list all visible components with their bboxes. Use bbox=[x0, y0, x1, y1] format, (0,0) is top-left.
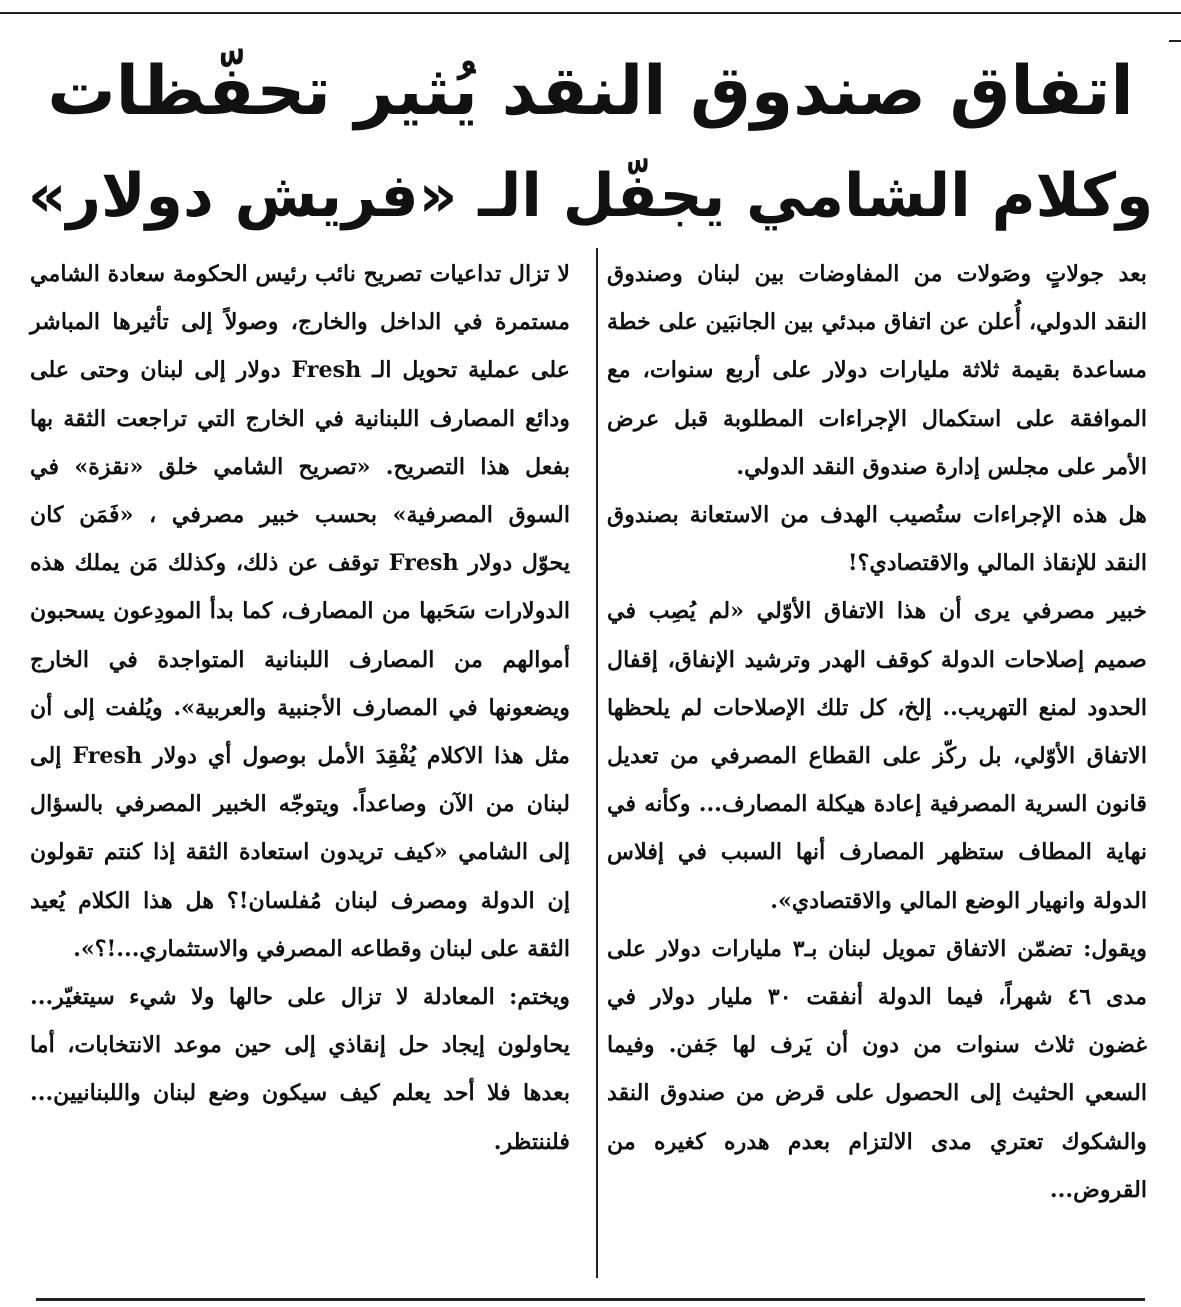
headline bbox=[20, 40, 1161, 248]
headline-line-1: اتفاق صندوق النقد يُثير تحفّظات bbox=[47, 52, 1134, 131]
article-paragraph: لا تزال تداعيات تصريح نائب رئيس الحكومة سعادة الشامي مستمرة في الداخل والخارج، وصولاً إلى تأثيرها المباشر على عملية تحويل الـ Fresh دولار إلى لبنان وحتى على ودائع المصارف اللبنانية في الخارج التي تراجعت الثقة بها بفعل هذا التصريح. «تصريح الشامي خلق «نقزة» في السوق المصرفية» بحسب خبير مصرفي ، «فَمَن كان يحوّل دولار Fresh توقف عن ذلك، وكذلك مَن يملك هذه الدولارات سَحَبها من المصارف، كما بدأ المودِعون يسحبون أموالهم من المصارف اللبنانية المتواجدة في الخارج ويضعونها في المصارف الأجنبية والعربية». ويُلفت إلى أن مثل هذا الاكلام يُفْقِدَ الأمل بوصول أي دولار Fresh إلى لبنان من الآن وصاعداً. ويتوجّه الخبير المصرفي بالسؤال إلى الشامي «كيف تريدون استعادة الثقة إذا كنتم تقولون إن الدولة ومصرف لبنان مُفلسان!؟ هل هذا الكلام يُعيد الثقة على لبنان وقطاعه المصرفي والاستثماري...!؟». bbox=[30, 261, 570, 962]
article-paragraph: هل هذه الإجراءات ستُصيب الهدف من الاستعانة بصندوق النقد للإنقاذ المالي والاقتصادي؟! bbox=[607, 502, 1147, 577]
article-paragraph: ويقول: تضمّن الاتفاق تمويل لبنان بـ٣ مليارات دولار على مدى ٤٦ شهراً، فيما الدولة أنفقت ٣٠ مليار دولار في غضون ثلاث سنوات من دون أن يَرف لها جَفن. وفيما السعي الحثيث إلى الحصول على قرض من صندوق النقد والشكوك تعتري مدى الالتزام بعدم هدره كغيره من القروض... bbox=[607, 935, 1148, 1203]
article-column-right bbox=[607, 250, 1147, 1214]
article-paragraph: ويختم: المعادلة لا تزال على حالها ولا شيء سيتغيّر... يحاولون إيجاد حل إنقاذي إلى حين موعد الانتخابات، أما بعدها فلا أحد يعلم كيف سيكون وضع لبنان واللبنانيين... فلننتظر. bbox=[30, 984, 570, 1155]
top-border-rule bbox=[0, 0, 1181, 14]
column-divider bbox=[596, 248, 598, 1278]
bottom-border-rule bbox=[36, 1298, 1145, 1301]
headline-line-2: وكلام الشامي يجفّل الـ «فريش دولار» bbox=[27, 161, 1154, 231]
article-paragraph: خبير مصرفي يرى أن هذا الاتفاق الأوّلي «لم يُصِب في صميم إصلاحات الدولة كوقف الهدر وترشيد الإنفاق، إقفال الحدود لمنع التهريب.. إلخ، كل تلك الإصلاحات لم يلحظها الاتفاق الأوّلي، بل ركّز على القطاع المصرفي من تعديل قانون السرية المصرفية إعادة هيكلة المصارف... وكأنه في نهاية المطاف ستظهر المصارف أنها السبب في إفلاس الدولة وانهيار الوضع المالي والاقتصادي». bbox=[607, 598, 1147, 914]
corner-rule bbox=[1169, 40, 1181, 42]
article-paragraph: بعد جولاتٍ وصَولات من المفاوضات بين لبنان وصندوق النقد الدولي، أُعلن عن اتفاق مبدئي بين الجانبَين على خطة مساعدة بقيمة ثلاثة مليارات دولار على أربع سنوات، مع الموافقة على استكمال الإجراءات المطلوبة قبل عرض الأمر على مجلس إدارة صندوق النقد الدولي. bbox=[607, 261, 1147, 480]
article-column-left bbox=[30, 250, 570, 1166]
